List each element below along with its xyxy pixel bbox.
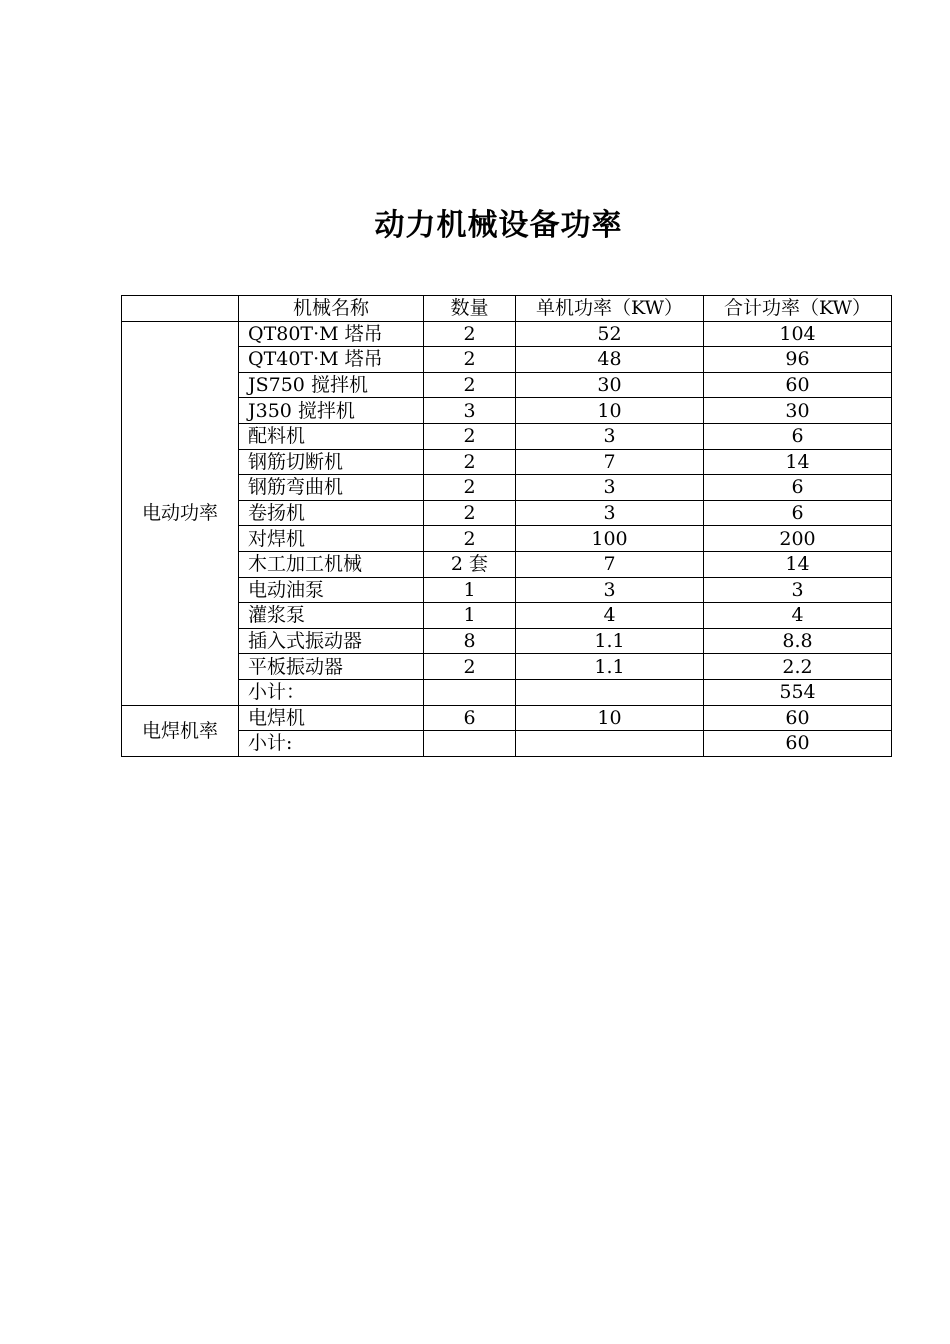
header-cell-unit-power: 单机功率（KW） [516, 296, 704, 322]
table-row [122, 705, 892, 731]
total-power-cell: 60 [704, 705, 892, 731]
machine-name-cell: 电焊机 [239, 705, 424, 731]
quantity-cell: 2 [424, 449, 516, 475]
quantity-cell: 2 [424, 321, 516, 347]
quantity-cell: 2 [424, 475, 516, 501]
quantity-cell: 2 [424, 500, 516, 526]
quantity-cell: 2 [424, 372, 516, 398]
unit-power-cell [516, 731, 704, 757]
total-power-cell: 14 [704, 449, 892, 475]
group-label-cell: 电动功率 [122, 321, 239, 705]
unit-power-cell: 10 [516, 398, 704, 424]
header-cell-name: 机械名称 [239, 296, 424, 322]
machine-name-cell: QT80T·M 塔吊 [239, 321, 424, 347]
group-label-cell: 电焊机率 [122, 705, 239, 756]
unit-power-cell: 3 [516, 500, 704, 526]
quantity-cell: 8 [424, 628, 516, 654]
total-power-cell: 60 [704, 372, 892, 398]
unit-power-cell: 30 [516, 372, 704, 398]
machine-name-cell: 平板振动器 [239, 654, 424, 680]
quantity-cell: 2 [424, 654, 516, 680]
unit-power-cell: 52 [516, 321, 704, 347]
total-power-cell: 60 [704, 731, 892, 757]
machine-name-cell: 小计： [239, 679, 424, 705]
machine-name-cell: 卷扬机 [239, 500, 424, 526]
machine-name-cell: 钢筋弯曲机 [239, 475, 424, 501]
header-cell-group [122, 296, 239, 322]
total-power-cell: 6 [704, 500, 892, 526]
quantity-cell: 1 [424, 577, 516, 603]
total-power-cell: 2.2 [704, 654, 892, 680]
unit-power-cell: 10 [516, 705, 704, 731]
quantity-cell: 2 套 [424, 551, 516, 577]
quantity-cell: 2 [424, 526, 516, 552]
quantity-cell [424, 731, 516, 757]
page-title: 动力机械设备功率 [374, 208, 623, 243]
machine-name-cell: 电动油泵 [239, 577, 424, 603]
machine-name-cell: 灌浆泵 [239, 603, 424, 629]
machine-name-cell: J350 搅拌机 [239, 398, 424, 424]
machine-name-cell: QT40T·M 塔吊 [239, 347, 424, 373]
header-row [122, 296, 892, 322]
quantity-cell: 2 [424, 423, 516, 449]
total-power-cell: 6 [704, 423, 892, 449]
unit-power-cell [516, 679, 704, 705]
machine-name-cell: JS750 搅拌机 [239, 372, 424, 398]
quantity-cell [424, 679, 516, 705]
total-power-cell: 8.8 [704, 628, 892, 654]
unit-power-cell: 7 [516, 551, 704, 577]
machine-name-cell: 对焊机 [239, 526, 424, 552]
unit-power-cell: 3 [516, 475, 704, 501]
total-power-cell: 30 [704, 398, 892, 424]
total-power-cell: 4 [704, 603, 892, 629]
quantity-cell: 2 [424, 347, 516, 373]
power-table [121, 295, 892, 757]
unit-power-cell: 1.1 [516, 654, 704, 680]
unit-power-cell: 48 [516, 347, 704, 373]
total-power-cell: 6 [704, 475, 892, 501]
total-power-cell: 3 [704, 577, 892, 603]
machine-name-cell: 插入式振动器 [239, 628, 424, 654]
table-row [122, 321, 892, 347]
machine-name-cell: 小计: [239, 731, 424, 757]
total-power-cell: 96 [704, 347, 892, 373]
machine-name-cell: 配料机 [239, 423, 424, 449]
quantity-cell: 6 [424, 705, 516, 731]
quantity-cell: 1 [424, 603, 516, 629]
machine-name-cell: 木工加工机械 [239, 551, 424, 577]
unit-power-cell: 1.1 [516, 628, 704, 654]
unit-power-cell: 100 [516, 526, 704, 552]
quantity-cell: 3 [424, 398, 516, 424]
machine-name-cell: 钢筋切断机 [239, 449, 424, 475]
unit-power-cell: 7 [516, 449, 704, 475]
total-power-cell: 554 [704, 679, 892, 705]
header-cell-qty: 数量 [424, 296, 516, 322]
total-power-cell: 104 [704, 321, 892, 347]
unit-power-cell: 4 [516, 603, 704, 629]
header-cell-total-power: 合计功率（KW） [704, 296, 892, 322]
unit-power-cell: 3 [516, 423, 704, 449]
total-power-cell: 200 [704, 526, 892, 552]
total-power-cell: 14 [704, 551, 892, 577]
unit-power-cell: 3 [516, 577, 704, 603]
